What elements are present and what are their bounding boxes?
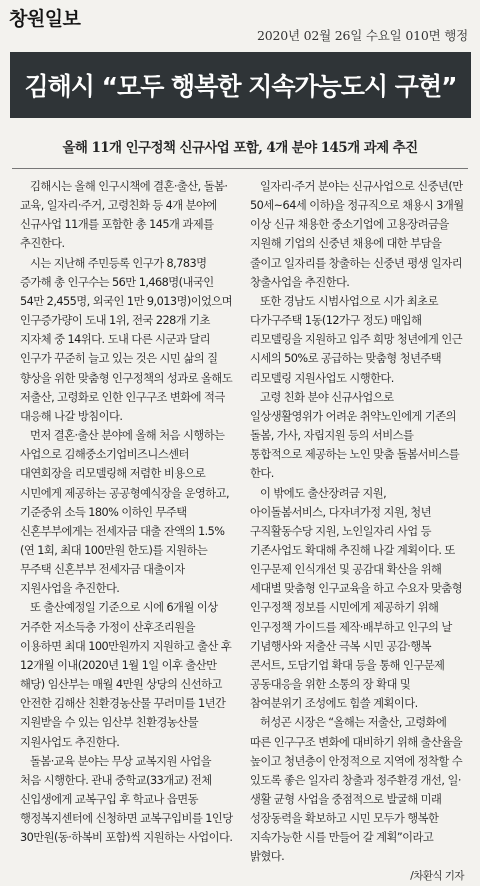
article-paragraph: 허성곤 시장은 “올해는 저출산, 고령화에 따른 인구구조 변화에 대비하기 위해 출산율을 높이고 청년층이 안정적으로 지역에 정착할 수 있도록 좋은 일자리 창출과 정주환경 개선, 일·생활 균형 사업을 중점적으로 발굴해 미래 성장동력을 확보하고 시민 모두가 행복한 지속가능한 시를 만들어 갈 계획”이라고 밝혔다.	[250, 716, 463, 864]
article-paragraph: 또 출산예정일 기준으로 시에 6개월 이상 거주한 저소득층 가정이 산후조리원을 이용하면 최대 100만원까지 지원하고 출산 후 12개월 이내(2020년 1월 1일 이후 출산만 해당) 임산부는 매월 4만원 상당의 신선하고 안전한 김해산 친환경농산물 꾸러미를 1년간 지원받을 수 있는 임산부 친환경농산물 지원사업도 추진한다.	[20, 601, 232, 749]
article-paragraph: 일자리·주거 분야는 신규사업으로 신중년(만 50세~64세 이하)을 정규직으로 채용시 3개월 이상 신규 채용한 중소기업에 고용장려금을 지원해 기업의 신중년 채용에 대한 부담을 줄이고 일자리를 창출하는 신중년 평생 일자리 창출사업을 추진한다.	[250, 180, 464, 289]
subheadline-box	[12, 130, 468, 162]
article-paragraph: 시는 지난해 주민등록 인구가 8,783명 증가해 총 인구수는 56만 1,468명(내국인 54만 2,455명, 외국인 1만 9,013명)이었으며 인구증가량이 도내 1위, 전국 228개 기초 지자체 중 14위다. 도내 다른 시군과 달리 인구가 꾸준히 늘고 있는 것은 시민 삶의 질 향상을 위한 맞춤형 인구정책의 성과로 올해도 저출산, 고령화로 인한 인구구조 변화에 적극 대응해 나갈 방침이다.	[20, 256, 233, 423]
article-paragraph: 돌봄·교육 분야는 무상 교복지원 사업을 처음 시행한다. 관내 중학교(33개교) 전체 신입생에게 교복구입 후 학교나 읍면동 행정복지센터에 신청하면 교복구입비를 1인당 30만원(동·하복비 포함)씩 지원하는 사업이다.	[20, 754, 233, 845]
article-paragraph: 먼저 결혼·출산 분야에 올해 처음 시행하는 사업으로 김해중소기업비즈니스센터 대연회장을 리모델링해 저렴한 비용으로 시민에게 제공하는 공공형예식장을 운영하고, 기준중위 소득 180% 이하인 무주택 신혼부부에게는 전세자금 대출 잔액의 1.5%(연 1회, 최대 100만원 한도)를 지원하는 무주택 신혼부부 전세자금 대출이자 지원사업을 추진한다.	[20, 429, 230, 596]
article-paragraph: 고령 친화 분야 신규사업으로 일상생활영위가 어려운 취약노인에게 기존의 돌봄, 가사, 자립지원 등의 서비스를 통합적으로 제공하는 노인 맞춤 돌봄서비스를 한다.	[250, 390, 460, 481]
article-paragraph: 이 밖에도 출산장려금 지원, 아이돌봄서비스, 다자녀가정 지원, 청년 구직활동수당 지원, 노인일자리 사업 등 기존사업도 확대해 추진해 나갈 계획이다. 또 인구문제 인식개선 및 공감대 확산을 위해 세대별 맞춤형 인구교육을 하고 수요자 맞춤형 인구정책 정보를 시민에게 제공하기 위해 인구정책 가이드를 제작·배부하고 인구의 날 기념행사와 저출산 극복 시민 공감·행복 콘서트, 도담기업 확대 등을 통해 인구문제 공동대응을 위한 소통의 장 확대 및 참여분위기 조성에도 힘쓸 계획이다.	[250, 486, 463, 711]
headline: 김해시 “모두 행복한 지속가능도시 구현”	[24, 72, 457, 101]
newspaper-name: 창원일보	[9, 8, 81, 30]
subheadline: 올해 11개 인구정책 신규사업 포함, 4개 분야 145개 과제 추진	[62, 140, 418, 156]
masthead	[0, 0, 480, 48]
article-paragraph: 또한 경남도 시범사업으로 시가 최초로 다가구주택 1동(12가구 정도) 매입해 리모델링을 지원하고 입주 희망 청년에게 인근 시세의 50%로 공급하는 맞춤형 청년주택 리모델링 지원사업도 시행한다.	[250, 294, 463, 385]
issue-info: 2020년 02월 26일 수요일 010면 행정	[256, 28, 468, 43]
article-paragraph: 김해시는 올해 인구시책에 결혼·출산, 돌봄·교육, 일자리·주거, 고령친화 등 4개 분야에 신규사업 11개를 포함한 총 145개 과제를 추진한다.	[20, 180, 228, 251]
article-column-right	[250, 177, 464, 886]
article-column-left	[20, 177, 234, 847]
divider	[12, 168, 468, 169]
byline: /차환식 기자	[410, 869, 464, 882]
headline-banner	[10, 52, 471, 118]
